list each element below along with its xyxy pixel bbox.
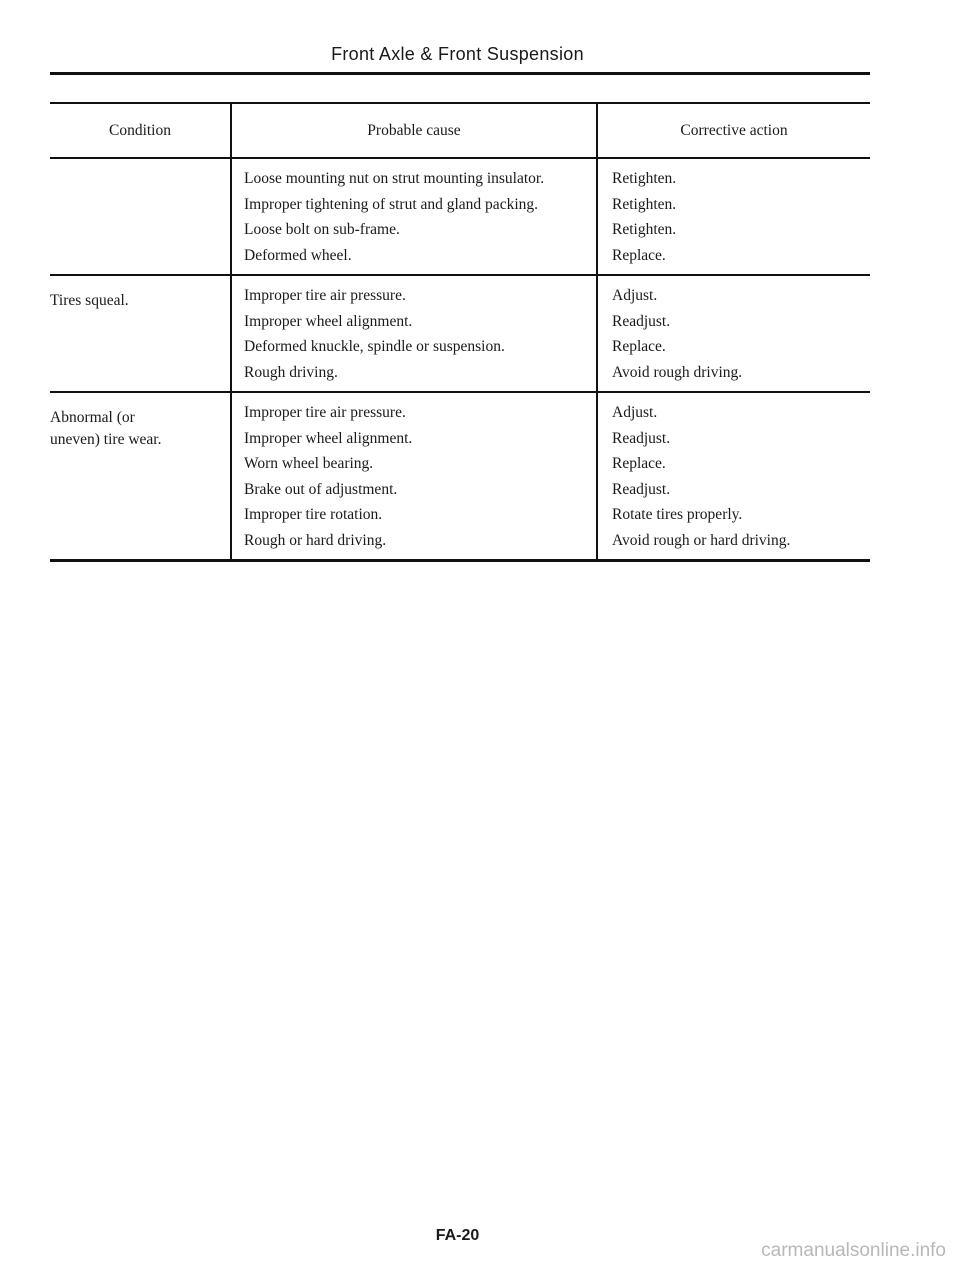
column-header-corrective-action: Corrective action bbox=[596, 104, 870, 157]
action-item: Replace. bbox=[612, 338, 666, 355]
action-item: Readjust. bbox=[612, 480, 671, 498]
cause-item: Deformed wheel. bbox=[244, 246, 352, 264]
table-header-row bbox=[50, 104, 870, 159]
corrective-action-cell bbox=[596, 393, 870, 559]
watermark: carmanualsonline.info bbox=[761, 1240, 946, 1261]
condition-line: uneven) tire wear. bbox=[50, 431, 162, 448]
action-item: Rotate tires properly. bbox=[612, 506, 743, 523]
cause-item: Rough or hard driving. bbox=[244, 531, 387, 549]
action-item: Replace. bbox=[612, 246, 666, 264]
action-item: Adjust. bbox=[612, 404, 658, 421]
table-row-group bbox=[50, 393, 870, 559]
action-item: Retighten. bbox=[612, 221, 677, 238]
probable-cause-cell bbox=[230, 159, 596, 274]
cause-item: Loose mounting nut on strut mounting insulator. bbox=[244, 170, 545, 187]
cause-item: Improper tire rotation. bbox=[244, 506, 383, 523]
diagnosis-table bbox=[50, 102, 870, 562]
cause-item: Improper wheel alignment. bbox=[244, 312, 413, 330]
condition-cell bbox=[50, 159, 230, 274]
header-rule bbox=[50, 72, 870, 75]
cause-item: Improper tire air pressure. bbox=[244, 287, 406, 304]
action-item: Replace. bbox=[612, 455, 666, 472]
condition-line: Abnormal (or bbox=[50, 409, 135, 426]
cause-item: Improper tire air pressure. bbox=[244, 404, 406, 421]
action-item: Retighten. bbox=[612, 170, 677, 187]
column-header-condition: Condition bbox=[108, 121, 171, 139]
cause-item: Rough driving. bbox=[244, 363, 338, 381]
corrective-action-cell bbox=[596, 159, 870, 274]
probable-cause-cell bbox=[230, 393, 596, 559]
action-item: Readjust. bbox=[612, 312, 671, 330]
cause-item: Improper tightening of strut and gland packing. bbox=[244, 195, 539, 213]
table-row-group bbox=[50, 159, 870, 276]
action-item: Adjust. bbox=[612, 287, 658, 304]
cause-item: Deformed knuckle, spindle or suspension. bbox=[244, 338, 505, 355]
cause-item: Brake out of adjustment. bbox=[244, 480, 398, 498]
action-item: Avoid rough or hard driving. bbox=[612, 531, 791, 549]
cause-item: Worn wheel bearing. bbox=[244, 455, 374, 472]
condition-cell bbox=[50, 393, 230, 559]
page-number: FA-20 bbox=[435, 1227, 480, 1244]
page-title: Front Axle & Front Suspension bbox=[331, 44, 584, 64]
probable-cause-cell bbox=[230, 276, 596, 391]
column-header-probable-cause: Probable cause bbox=[230, 104, 596, 157]
cause-item: Loose bolt on sub-frame. bbox=[244, 221, 400, 238]
action-item: Avoid rough driving. bbox=[612, 363, 743, 381]
condition-cell: Tires squeal. bbox=[50, 292, 129, 309]
corrective-action-cell bbox=[596, 276, 870, 391]
table-row-group bbox=[50, 276, 870, 393]
action-item: Readjust. bbox=[612, 429, 671, 447]
cause-item: Improper wheel alignment. bbox=[244, 429, 413, 447]
action-item: Retighten. bbox=[612, 195, 677, 213]
